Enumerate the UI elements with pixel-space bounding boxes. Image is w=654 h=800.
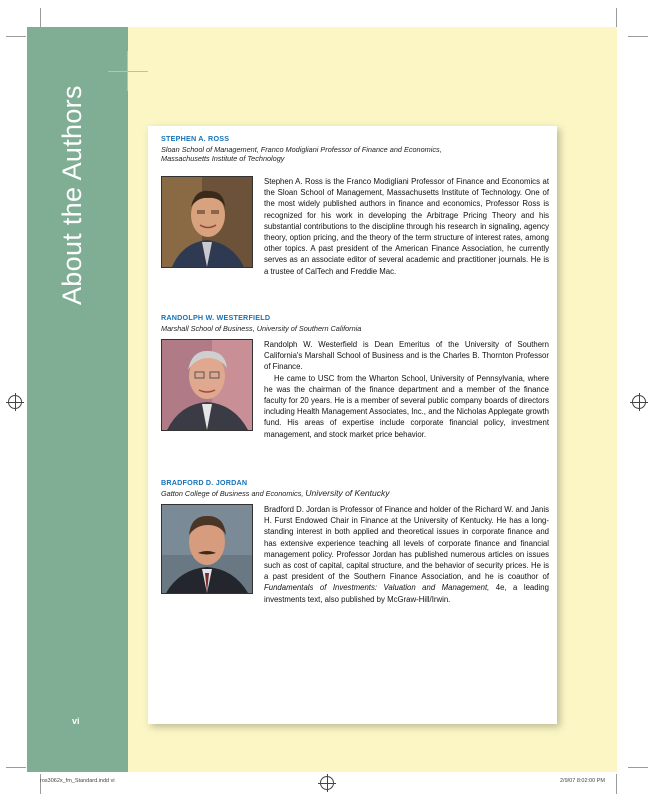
- crop-mark: [616, 774, 617, 794]
- author-bio: Randolph W. Westerfield is Dean Emeritus of the University of Southern California's Marshall School of Business and is the Charles B. Thornton Professor of Finance. He came to USC from the Wharton School, University of Pennsylvania, where he was the chairman of the finance department and a member of the finance faculty for 20 years. He is a member of several public company boards of directors including Health Management Associates, Inc., and the Nicholas Applegate growth fund. His areas of expertise include corporate financial policy, investment management, and stock market price behavior.: [264, 340, 549, 439]
- author-name: BRADFORD D. JORDAN: [161, 478, 248, 487]
- slug-datetime: 2/9/07 8:02:00 PM: [560, 778, 605, 784]
- author-westerfield: [161, 313, 549, 439]
- crop-mark: [628, 36, 648, 37]
- author-affiliation: Sloan School of Management, Franco Modigliani Professor of Finance and Economics, Massachusetts Institute of Technology: [161, 145, 442, 163]
- author-photo: [161, 339, 253, 431]
- author-bio: Bradford D. Jordan is Professor of Finance and holder of the Richard W. and Janis H. Furst Endowed Chair in Finance at the University of Kentucky. He has a long-standing interest in both applied and theoretical issues in corporate finance and has extensive experience teaching all levels of corporate finance and financial management policy. Professor Jordan has published numerous articles on issues such as cost of capital, capital structure, and the behavior of security prices. He is a past president of the Southern Finance Association, and he is coauthor of Fundamentals of Investments: Valuation and Management, 4e, a leading investments text, also published by McGraw-Hill/Irwin.: [264, 505, 549, 604]
- registration-mark-icon: [320, 776, 334, 790]
- page-number: vi: [72, 716, 80, 726]
- accent-line: [108, 71, 148, 72]
- author-photo: [161, 504, 253, 594]
- author-name: STEPHEN A. ROSS: [161, 134, 230, 143]
- registration-mark-icon: [8, 395, 22, 409]
- registration-mark-icon: [632, 395, 646, 409]
- author-jordan: [161, 478, 549, 604]
- author-name: RANDOLPH W. WESTERFIELD: [161, 313, 271, 322]
- author-bio: Stephen A. Ross is the Franco Modigliani Professor of Finance and Economics at the Sloan School of Management, Massachusetts Institute of Technology. One of the most widely published authors in finance and economics, Professor Ross is recognized for his work in developing the Arbitrage Pricing Theory and his substantial contributions to the discipline through his research in signaling, agency theory, option pricing, and the theory of the term structure of interest rates, among other topics. A past president of the American Finance Association, he currently serves as an associate editor of several academic and practitioner journals. He is a trustee of CalTech and Freddie Mac.: [264, 177, 549, 276]
- author-affiliation: Gatton College of Business and Economics, University of Kentucky: [161, 488, 390, 498]
- authors-panel: [148, 126, 557, 724]
- author-photo: [161, 176, 253, 268]
- crop-mark: [40, 774, 41, 794]
- author-ross: [161, 134, 549, 276]
- crop-mark: [6, 36, 26, 37]
- accent-line: [127, 51, 128, 91]
- author-affiliation: Marshall School of Business, University of Southern California: [161, 324, 362, 333]
- crop-mark: [628, 767, 648, 768]
- slug-file: ros3062x_fm_Standard.indd vi: [40, 778, 115, 784]
- crop-mark: [6, 767, 26, 768]
- section-title: About the Authors: [57, 85, 87, 305]
